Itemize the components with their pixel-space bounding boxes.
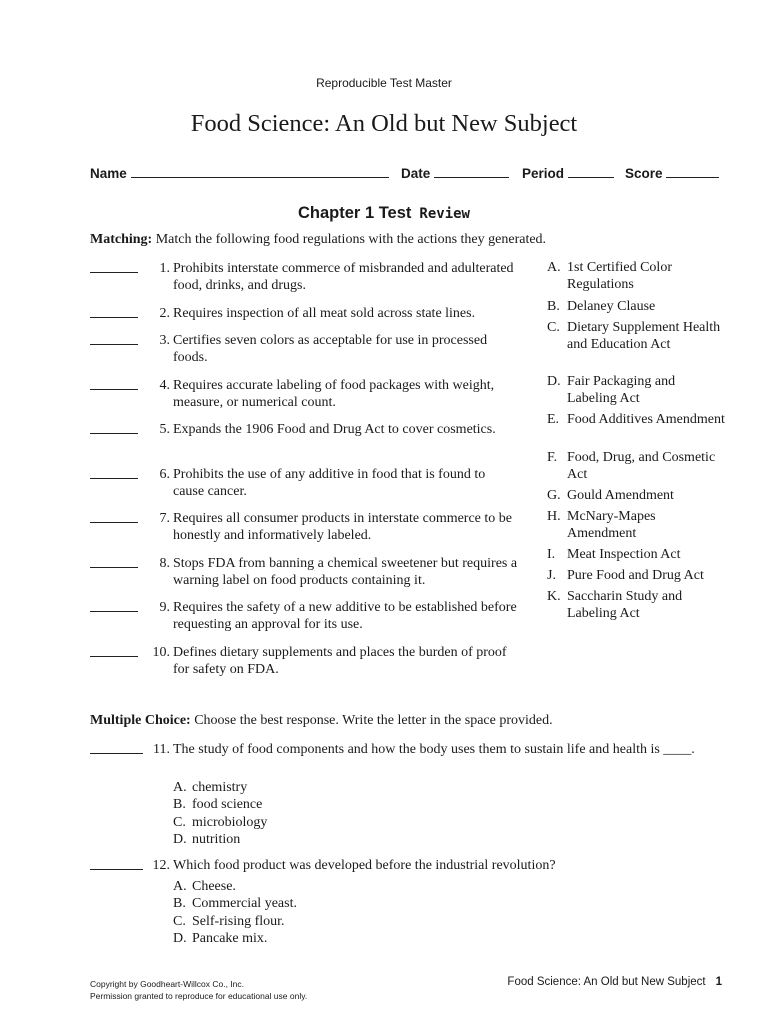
page-number: 1 <box>715 976 722 988</box>
choice-text: Gould Amendment <box>567 488 674 503</box>
footer-copyright <box>90 978 307 1002</box>
choice-text: Food, Drug, and Cosmetic Act <box>567 450 716 482</box>
answer-blank[interactable] <box>90 869 143 870</box>
question-number: 4. <box>159 378 170 393</box>
mc-option <box>173 895 297 912</box>
option-letter: A. <box>173 780 187 795</box>
answer-blank[interactable] <box>90 389 138 390</box>
name-line <box>131 163 389 178</box>
option-text: chemistry <box>192 780 248 795</box>
answer-blank[interactable] <box>90 753 143 754</box>
date-field[interactable] <box>401 163 509 181</box>
question-number: 10. <box>152 645 170 660</box>
period-field[interactable] <box>522 163 614 181</box>
mc-option <box>173 930 267 947</box>
choice-text: Food Additives Amendment <box>567 412 725 427</box>
question-text: Which food product was developed before the industrial revolution? <box>173 858 556 873</box>
option-letter: D. <box>173 832 187 847</box>
matching-label: Matching: <box>90 232 153 247</box>
question-number: 3. <box>159 333 170 348</box>
choice-letter: B. <box>547 299 560 314</box>
option-letter: D. <box>173 931 187 946</box>
answer-blank[interactable] <box>90 317 138 318</box>
option-text: food science <box>192 797 263 812</box>
option-letter: C. <box>173 815 186 830</box>
name-field[interactable] <box>90 163 389 181</box>
answer-blank[interactable] <box>90 611 138 612</box>
question-number: 9. <box>159 600 170 615</box>
option-text: Pancake mix. <box>192 931 268 946</box>
question-number: 8. <box>159 556 170 571</box>
option-text: Cheese. <box>192 879 236 894</box>
choice-text: McNary-Mapes Amendment <box>567 509 656 541</box>
matching-instructions-text: Match the following food regulations with the actions they generated. <box>155 232 547 247</box>
answer-blank[interactable] <box>90 272 138 273</box>
choice-text: Delaney Clause <box>567 299 656 314</box>
question-text: Prohibits interstate commerce of misbranded and adulterated food, drinks, and drugs. <box>173 261 514 293</box>
choice-letter: D. <box>547 374 561 389</box>
chapter-heading <box>0 204 768 223</box>
option-letter: B. <box>173 797 186 812</box>
choice-letter: H. <box>547 509 561 524</box>
reproducible-label: Reproducible Test Master <box>316 76 452 90</box>
question-text: Requires accurate labeling of food packages with weight, measure, or numerical count. <box>173 378 495 410</box>
question-number: 7. <box>159 511 170 526</box>
date-label: Date <box>401 166 431 181</box>
question-number: 2. <box>159 306 170 321</box>
date-line <box>434 163 509 178</box>
choice-letter: G. <box>547 488 561 503</box>
choice-text: Meat Inspection Act <box>567 547 681 562</box>
choice-letter: K. <box>547 589 561 604</box>
copyright-text: Copyright by Goodheart-Willcox Co., Inc. <box>90 979 245 989</box>
mc-option <box>173 831 240 848</box>
question-number: 12. <box>152 858 170 873</box>
answer-blank[interactable] <box>90 344 138 345</box>
choice-letter: E. <box>547 412 560 427</box>
choice-letter: F. <box>547 450 558 465</box>
answer-blank[interactable] <box>90 656 138 657</box>
multiple-choice-instructions-text: Choose the best response. Write the letter in the space provided. <box>194 713 553 728</box>
question-text: Expands the 1906 Food and Drug Act to cover cosmetics. <box>173 422 496 437</box>
option-text: Self-rising flour. <box>192 914 285 929</box>
student-info-row <box>90 163 730 183</box>
choice-text: Fair Packaging and Labeling Act <box>567 374 676 406</box>
question-text: Requires all consumer products in interstate commerce to be honestly and informatively labeled. <box>173 511 513 543</box>
answer-blank[interactable] <box>90 478 138 479</box>
page-title: Food Science: An Old but New Subject <box>190 110 578 137</box>
score-label: Score <box>625 166 663 181</box>
question-number: 1. <box>159 261 170 276</box>
matching-instructions <box>90 232 546 248</box>
period-line <box>568 163 614 178</box>
choice-letter: C. <box>547 320 560 335</box>
question-text: Requires inspection of all meat sold across state lines. <box>173 306 476 321</box>
answer-blank[interactable] <box>90 522 138 523</box>
question-number: 6. <box>159 467 170 482</box>
choice-text: Pure Food and Drug Act <box>567 568 704 583</box>
multiple-choice-label: Multiple Choice: <box>90 713 191 728</box>
question-text: The study of food components and how the body uses them to sustain life and health is ____. <box>173 742 695 757</box>
question-text: Prohibits the use of any additive in food that is found to cause cancer. <box>173 467 486 499</box>
option-letter: C. <box>173 914 186 929</box>
score-line <box>666 163 719 178</box>
multiple-choice-instructions <box>90 713 553 729</box>
mc-option <box>173 878 236 895</box>
option-text: microbiology <box>192 815 268 830</box>
handwritten-review-note: Review <box>419 206 470 222</box>
question-text: Requires the safety of a new additive to be established before requesting an approval for its use. <box>173 600 517 632</box>
footer-title: Food Science: An Old but New Subject <box>507 976 706 988</box>
question-number: 11. <box>153 742 170 757</box>
choice-text: Saccharin Study and Labeling Act <box>567 589 683 621</box>
chapter-title: Chapter 1 Test <box>298 204 412 222</box>
period-label: Period <box>522 166 565 181</box>
answer-blank[interactable] <box>90 433 138 434</box>
choice-text: Dietary Supplement Health and Education Act <box>567 320 721 352</box>
mc-option <box>173 814 267 831</box>
name-label: Name <box>90 166 127 181</box>
question-text: Certifies seven colors as acceptable for use in processed foods. <box>173 333 488 365</box>
mc-option <box>173 779 247 796</box>
permission-text: Permission granted to reproduce for educational use only. <box>90 991 308 1001</box>
mc-option <box>173 796 262 813</box>
mc-option <box>173 913 285 930</box>
option-text: nutrition <box>192 832 241 847</box>
choice-letter: I. <box>547 547 556 562</box>
question-text: Defines dietary supplements and places the burden of proof for safety on FDA. <box>173 645 507 677</box>
answer-blank[interactable] <box>90 567 138 568</box>
option-letter: B. <box>173 896 186 911</box>
option-letter: A. <box>173 879 187 894</box>
score-field[interactable] <box>625 163 719 181</box>
option-text: Commercial yeast. <box>192 896 297 911</box>
choice-letter: J. <box>547 568 556 583</box>
footer-page-info <box>507 976 722 988</box>
question-number: 5. <box>159 422 170 437</box>
choice-letter: A. <box>547 260 561 275</box>
choice-text: 1st Certified Color Regulations <box>567 260 672 292</box>
question-text: Stops FDA from banning a chemical sweetener but requires a warning label on food products containing it. <box>173 556 518 588</box>
